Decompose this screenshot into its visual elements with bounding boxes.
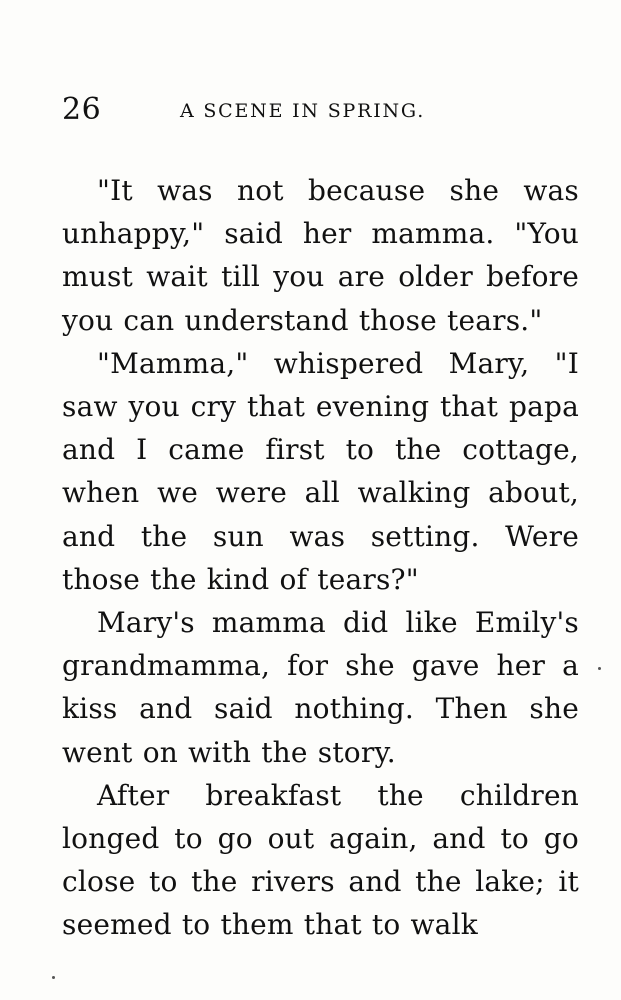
running-title: A SCENE IN SPRING. — [180, 100, 426, 122]
page-header — [62, 92, 582, 132]
paragraph-1: "It was not because she was unhappy," said her mamma. "You must wait till you are older before you can understand those tears." — [62, 174, 579, 337]
paragraph-2: "Mamma," whispered Mary, "I saw you cry that evening that papa and I came first to the cottage, when we were all walking about, and the sun was setting. Were those the kind of tears?" — [62, 346, 579, 596]
paragraph-3: Mary's mamma did like Emily's grandmamma, for she gave her a kiss and said nothing. Then she went on with the story. — [62, 606, 579, 769]
print-speck — [52, 976, 55, 979]
page-number: 26 — [62, 92, 102, 127]
body-text — [62, 169, 579, 947]
print-speck — [598, 667, 601, 670]
paragraph-4: After breakfast the children longed to go out again, and to go close to the rivers and the lake; it seemed to them that to walk — [62, 778, 579, 942]
